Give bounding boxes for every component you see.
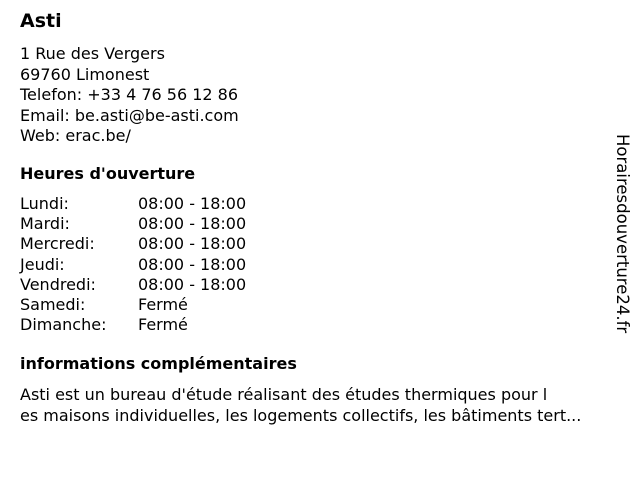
hours-row-tuesday bbox=[20, 214, 246, 234]
opening-hours-heading: Heures d'ouverture bbox=[20, 164, 196, 183]
description-line-2: es maisons individuelles, les logements collectifs, les bâtiments tert... bbox=[20, 406, 582, 425]
time-value: 08:00 - 18:00 bbox=[138, 214, 247, 234]
time-value: 08:00 - 18:00 bbox=[138, 194, 247, 213]
day-label: Mardi: bbox=[20, 214, 70, 234]
hours-row-monday bbox=[20, 194, 246, 214]
side-brand-watermark: Horairesdouverture24.fr bbox=[613, 134, 632, 334]
day-label: Dimanche: bbox=[20, 315, 107, 335]
contact-block bbox=[20, 44, 239, 147]
time-value: 08:00 - 18:00 bbox=[138, 274, 247, 294]
day-label: Mercredi: bbox=[20, 234, 95, 254]
day-label: Vendredi: bbox=[20, 274, 96, 294]
web-text: Web: erac.be/ bbox=[20, 126, 131, 145]
hours-row-thursday bbox=[20, 255, 246, 275]
description-line-1: Asti est un bureau d'étude réalisant des études thermiques pour l bbox=[20, 385, 548, 404]
hours-row-wednesday bbox=[20, 234, 246, 254]
time-value: Fermé bbox=[138, 295, 188, 315]
additional-info-heading: informations complémentaires bbox=[20, 354, 297, 373]
day-label: Lundi: bbox=[20, 194, 69, 213]
hours-row-saturday bbox=[20, 295, 246, 315]
time-value: 08:00 - 18:00 bbox=[138, 234, 247, 254]
hours-row-sunday bbox=[20, 315, 246, 335]
business-name: Asti bbox=[20, 10, 62, 32]
time-value: Fermé bbox=[138, 315, 188, 335]
address-city: 69760 Limonest bbox=[20, 64, 150, 84]
time-value: 08:00 - 18:00 bbox=[138, 254, 247, 274]
email-text: Email: be.asti@be-asti.com bbox=[20, 105, 239, 125]
address-street: 1 Rue des Vergers bbox=[20, 44, 165, 63]
hours-row-friday bbox=[20, 275, 246, 295]
day-label: Samedi: bbox=[20, 295, 86, 315]
day-label: Jeudi: bbox=[20, 254, 65, 274]
phone-text: Telefon: +33 4 76 56 12 86 bbox=[20, 85, 239, 104]
opening-hours-table bbox=[20, 194, 246, 335]
description-text bbox=[20, 384, 632, 426]
